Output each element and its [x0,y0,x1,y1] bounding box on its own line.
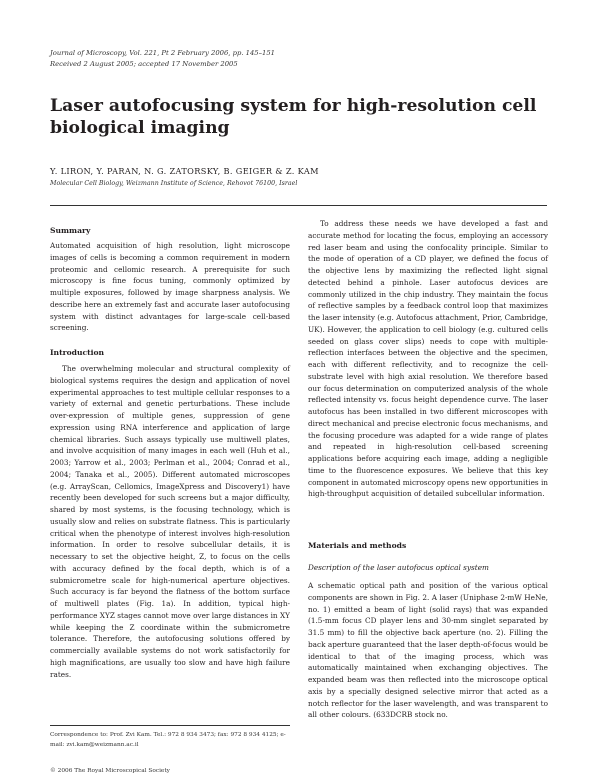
introduction-text: The overwhelming molecular and structural complexity of biological systems requires the design and application of novel experimental approaches to test multiple cellular responses to a variety of external and genetic perturbations. These include over-expression of multiple genes, suppression of gene expression using RNA interference and application of large chemical libraries. Such assays typically use multiwell plates, and involve acquisition of many images in each well (Huh et al., 2003; Yarrow et al., 2003; Perlman et al., 2004; Conrad et al., 2004; Tanaka et al., 2005). Different automated microscopes (e.g. ArrayScan, Cellomics, ImageXpress and Discovery1) have recently been developed for such screens but a major difficulty, shared by most systems, is the focusing technology, which is usually slow and relies on substrate flatness. This is particularly critical when the phenotype of interest involves high-resolution information. In order to resolve subcellular details, it is necessary to set the objective height, Z, to focus on the cells with accuracy defined by the focal depth, which is of a submicrometre scale for high-numerical aperture objectives. Such accuracy is far beyond the flatness of the bottom surface of multiwell plates (Fig. 1a). In addition, typical high-performance XYZ stages cannot move over large distances in XY while keeping the Z coordinate within the submicrometre tolerance. Therefore, the autofocusing solutions offered by commercially available systems do not work satisfactorily for high magnifications, are usually too slow and have high failure rates. [50,364,290,679]
correspondence-footnote: Correspondence to: Prof. Zvi Kam. Tel.: 972 8 934 3473; fax: 972 8 934 4125; e-mail: zvi.kam@weizmann.ac.il [50,732,286,748]
journal-citation: Journal of Microscopy, Vol. 221, Pt 2 February 2006, pp. 145–151 [50,49,276,57]
footnote-divider [50,725,290,726]
author-list: Y. LIRON, Y. PARAN, N. G. ZATORSKY, B. GEIGER & Z. KAM [50,166,319,176]
introduction-heading: Introduction [50,348,105,357]
methods-subheading: Description of the laser autofocus optical system [308,563,489,572]
summary-text: Automated acquisition of high resolution, light microscope images of cells is becoming a common requirement in modern proteomic and cellomic research. A prerequisite for such microscopy is fine focus tuning, commonly optimized by multiple exposures, followed by image sharpness analysis. We describe here an extremely fast and accurate laser autofocusing system with distinct advantages for large-scale cell-based screening. [50,241,290,333]
methods-heading: Materials and methods [308,541,407,550]
author-affiliation: Molecular Cell Biology, Weizmann Institute of Science, Rehovot 76100, Israel [50,180,298,187]
copyright-notice: © 2006 The Royal Microscopical Society [50,768,170,774]
received-dates: Received 2 August 2005; accepted 17 November 2005 [50,60,238,68]
methods-text: A schematic optical path and position of the various optical components are shown in Fig. 2. A laser (Uniphase 2-mW HeNe, no. 1) emitted a beam of light (solid rays) that was expanded (1.5-mm focus CD player lens and 30-mm singlet separated by 31.5 mm) to fill the objective back aperture (no. 2). Filling the back aperture guaranteed that the laser depth-of-focus would be identical to that of the imaging process, which was automatically maintained when exchanging objectives. The expanded beam was then reflected into the microscope optical axis by a specially designed selective mirror that acted as a notch reflector for the laser wavelength, and was transparent to all other colours. (633DCRB stock no. [308,581,548,720]
article-title: Laser autofocusing system for high-resolution cell biological imaging [50,96,537,138]
summary-heading: Summary [50,226,91,235]
introduction-continued-text: To address these needs we have developed a fast and accurate method for locating the focus, employing an accessory red laser beam and using the confocality principle. Similar to the mode of operation of a CD player, we defined the focus of the objective lens by maximizing the reflected light signal detected behind a pinhole. Laser autofocus devices are commonly utilized in the chip industry. They maintain the focus of reflective samples by a feedback control loop that maximizes the laser intensity (e.g. Autofocus attachment, Prior, Cambridge, UK). However, the application to cell biology (e.g. cultured cells seeded on glass cover slips) needs to cope with multiple-reflection interfaces between the objective and the specimen, each with different reflectivity, and to recognize the cell-substrate level with high axial resolution. We therefore based our focus determination on computerized analysis of the whole reflected intensity vs. focus height dependence curve. The laser autofocus has been installed in two different microscopes with direct mechanical and precise electronic focus mechanisms, and the focusing procedure was adapted for a wide range of plates and repeated in high-resolution cell-based screening applications before acquiring each image, adding a negligible time to the fluorescence exposures. We believe that this key component in automated microscopy opens new opportunities in high-throughput acquisition of detailed subcellular information. [308,219,548,499]
header-divider [50,205,547,206]
journal-header [50,48,275,70]
